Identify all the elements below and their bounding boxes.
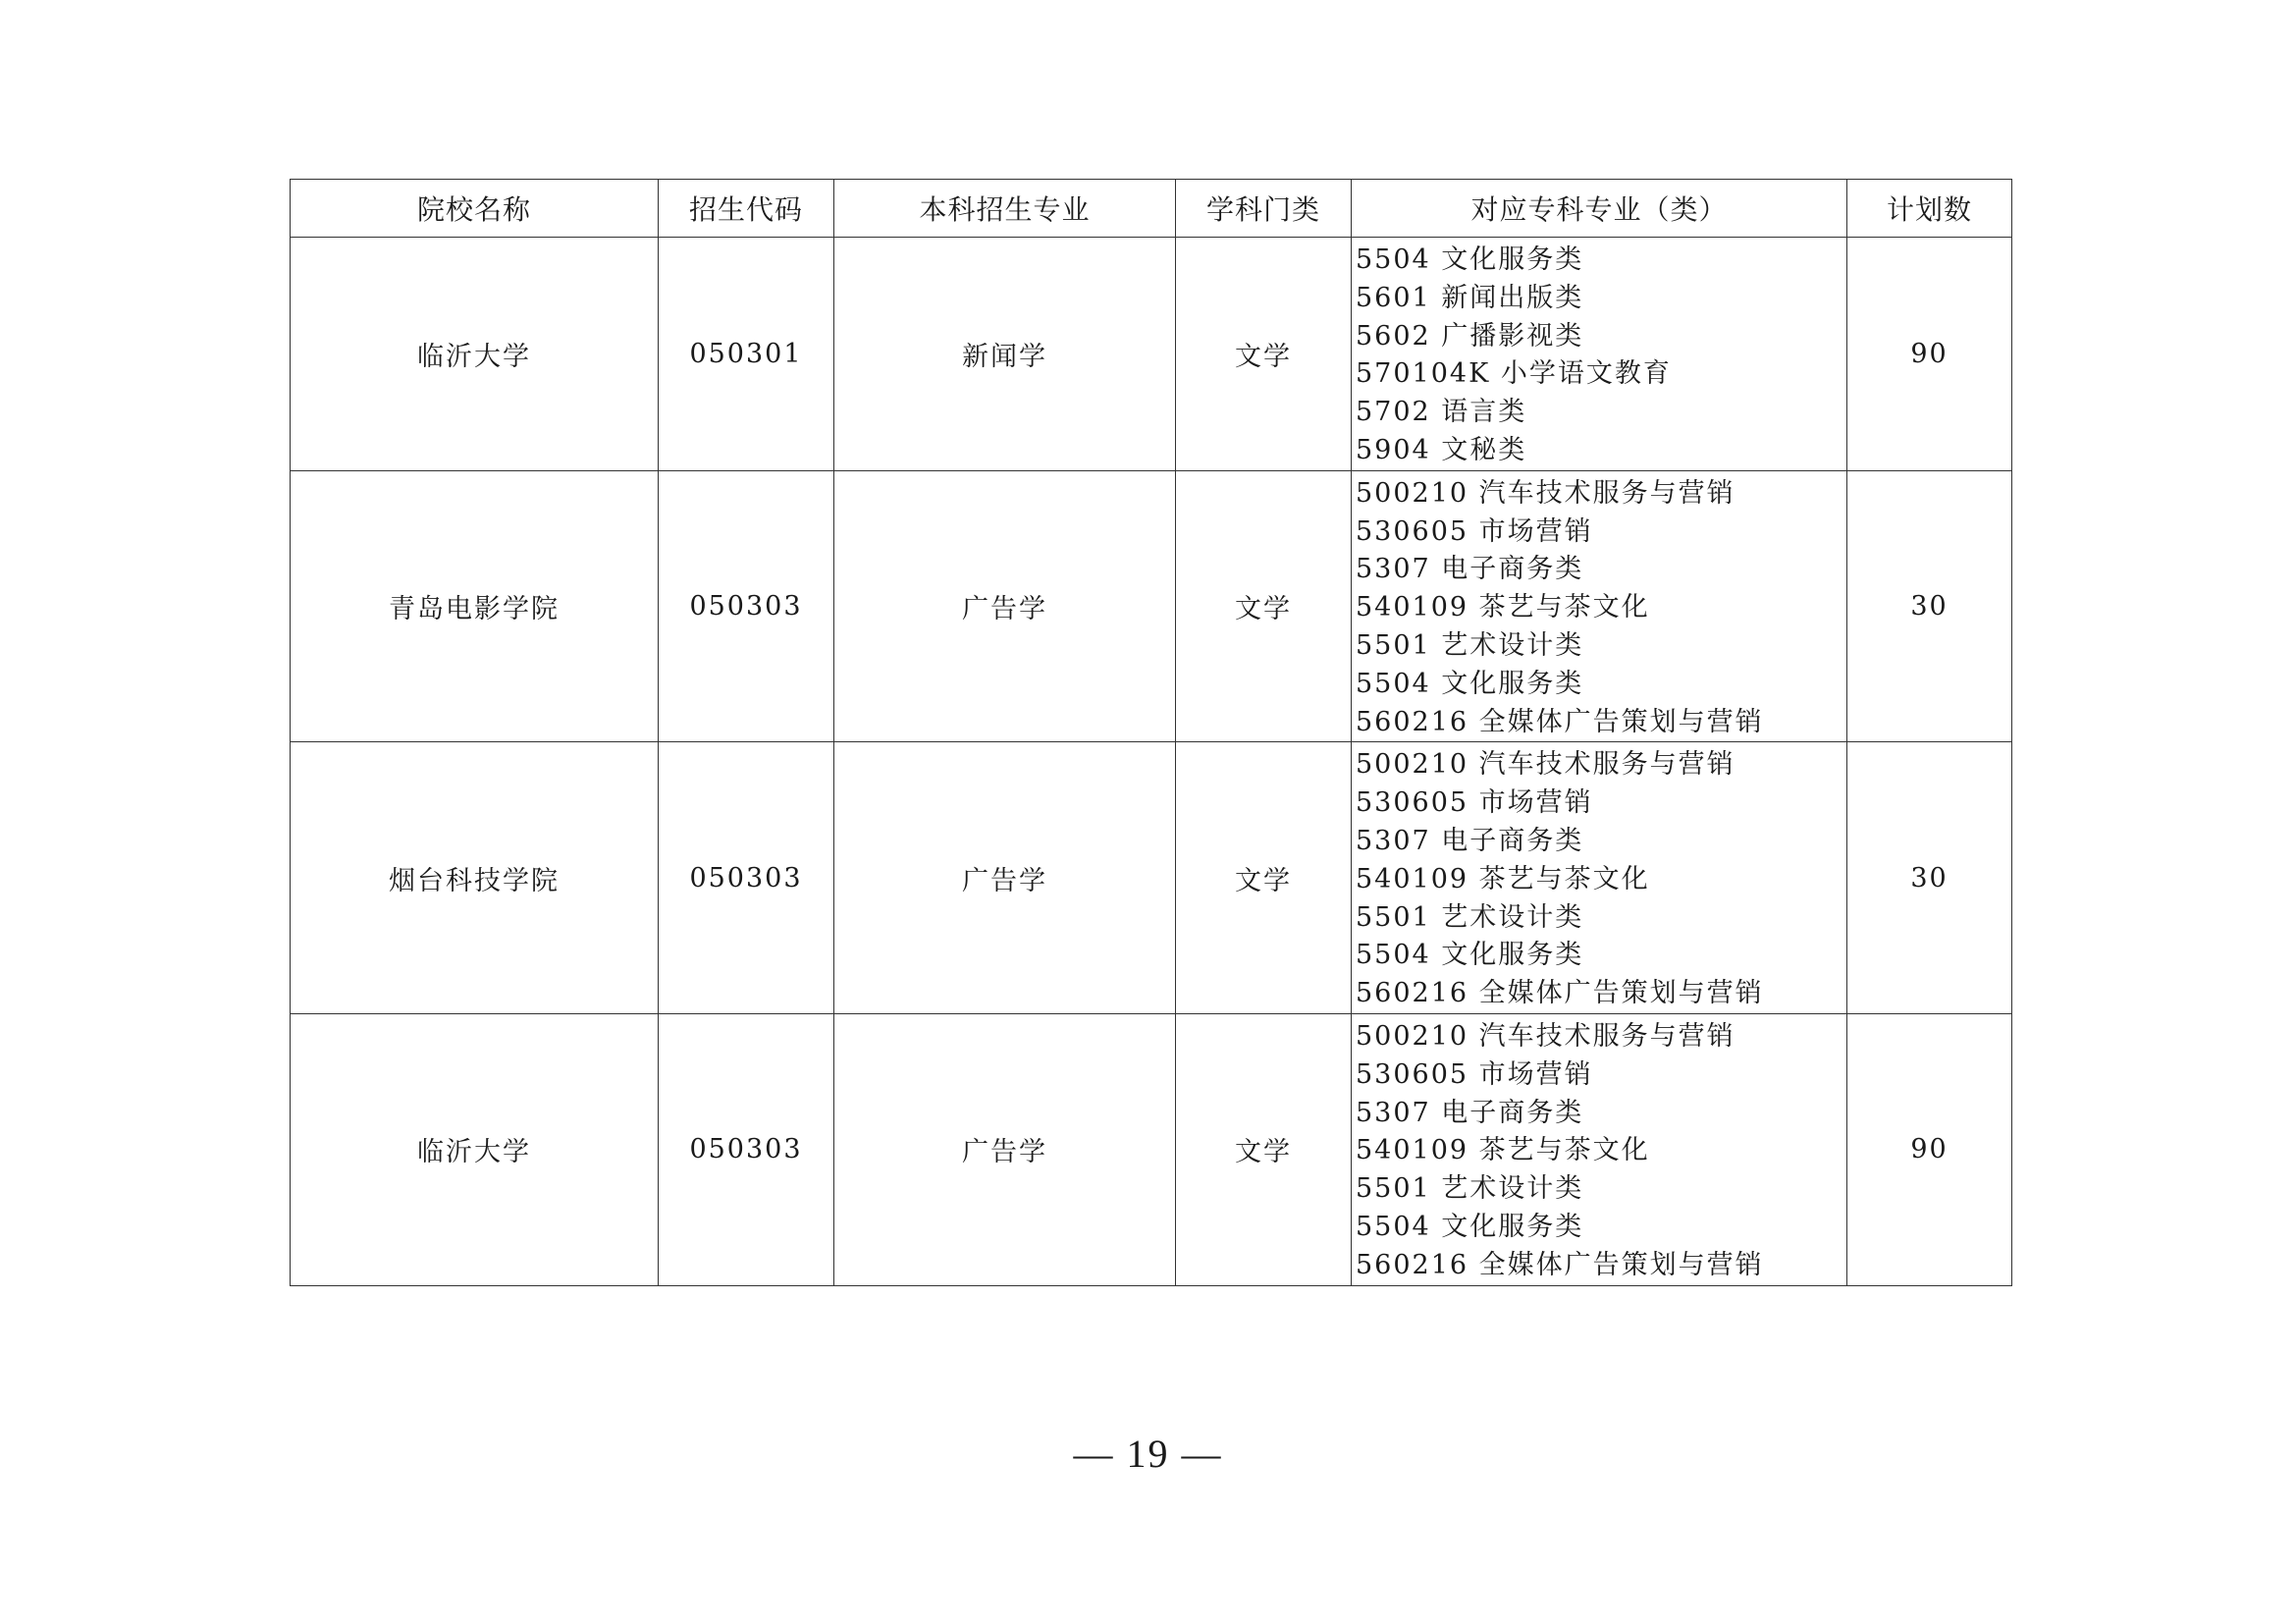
diploma-major-item: 5501 艺术设计类 (1356, 629, 1584, 661)
diploma-major-item: 530605 市场营销 (1356, 1058, 1593, 1090)
diploma-major-item: 5501 艺术设计类 (1356, 901, 1584, 933)
enrollment-plan-table (290, 179, 2012, 1286)
header-code: 招生代码 (659, 180, 834, 238)
table-header-row (291, 180, 2012, 238)
diploma-major-item: 5602 广播影视类 (1356, 320, 1584, 352)
header-major: 本科招生专业 (834, 180, 1176, 238)
school-cell: 烟台科技学院 (291, 742, 659, 1014)
diploma-major-item: 5307 电子商务类 (1356, 1097, 1584, 1128)
diploma-major-item: 560216 全媒体广告策划与营销 (1356, 706, 1764, 737)
school-cell: 临沂大学 (291, 1013, 659, 1285)
code-cell: 050303 (659, 742, 834, 1014)
diploma-majors-cell (1352, 742, 1847, 1014)
page-number: — 19 — (1073, 1432, 1223, 1476)
table-row (291, 1013, 2012, 1285)
diploma-majors-cell (1352, 238, 1847, 471)
plan-cell: 30 (1847, 470, 2012, 742)
code-cell: 050303 (659, 1013, 834, 1285)
table-row (291, 742, 2012, 1014)
diploma-major-item: 540109 茶艺与茶文化 (1356, 592, 1650, 623)
major-cell: 广告学 (834, 742, 1176, 1014)
diploma-major-item: 5307 电子商务类 (1356, 825, 1584, 856)
header-category: 学科门类 (1176, 180, 1352, 238)
diploma-major-item: 540109 茶艺与茶文化 (1356, 1135, 1650, 1166)
major-cell: 广告学 (834, 470, 1176, 742)
diploma-major-item: 560216 全媒体广告策划与营销 (1356, 978, 1764, 1009)
diploma-major-item: 5307 电子商务类 (1356, 554, 1584, 585)
diploma-majors-cell (1352, 1013, 1847, 1285)
plan-cell: 90 (1847, 238, 2012, 471)
code-cell: 050303 (659, 470, 834, 742)
plan-cell: 30 (1847, 742, 2012, 1014)
category-cell: 文学 (1176, 742, 1352, 1014)
diploma-major-item: 530605 市场营销 (1356, 515, 1593, 547)
diploma-major-item: 5501 艺术设计类 (1356, 1173, 1584, 1205)
diploma-major-item: 5504 文化服务类 (1356, 668, 1584, 699)
diploma-major-item: 540109 茶艺与茶文化 (1356, 863, 1650, 894)
diploma-major-item: 570104K 小学语文教育 (1356, 358, 1672, 390)
diploma-major-item: 5504 文化服务类 (1356, 940, 1584, 971)
diploma-major-item: 500210 汽车技术服务与营销 (1356, 749, 1735, 781)
table-row (291, 470, 2012, 742)
major-cell: 新闻学 (834, 238, 1176, 471)
diploma-major-item: 500210 汽车技术服务与营销 (1356, 1020, 1735, 1052)
diploma-major-item: 560216 全媒体广告策划与营销 (1356, 1249, 1764, 1280)
table-body (291, 238, 2012, 1286)
diploma-major-item: 5601 新闻出版类 (1356, 282, 1584, 313)
diploma-major-item: 5504 文化服务类 (1356, 244, 1584, 275)
school-cell: 临沂大学 (291, 238, 659, 471)
category-cell: 文学 (1176, 238, 1352, 471)
header-school: 院校名称 (291, 180, 659, 238)
header-plan: 计划数 (1847, 180, 2012, 238)
table-row (291, 238, 2012, 471)
plan-cell: 90 (1847, 1013, 2012, 1285)
diploma-major-item: 500210 汽车技术服务与营销 (1356, 477, 1735, 509)
code-cell: 050301 (659, 238, 834, 471)
diploma-major-item: 5904 文秘类 (1356, 434, 1527, 465)
diploma-major-item: 5504 文化服务类 (1356, 1211, 1584, 1242)
header-diploma-majors: 对应专科专业（类） (1352, 180, 1847, 238)
category-cell: 文学 (1176, 1013, 1352, 1285)
school-cell: 青岛电影学院 (291, 470, 659, 742)
diploma-major-item: 530605 市场营销 (1356, 787, 1593, 819)
category-cell: 文学 (1176, 470, 1352, 742)
diploma-majors-cell (1352, 470, 1847, 742)
diploma-major-item: 5702 语言类 (1356, 397, 1527, 428)
major-cell: 广告学 (834, 1013, 1176, 1285)
